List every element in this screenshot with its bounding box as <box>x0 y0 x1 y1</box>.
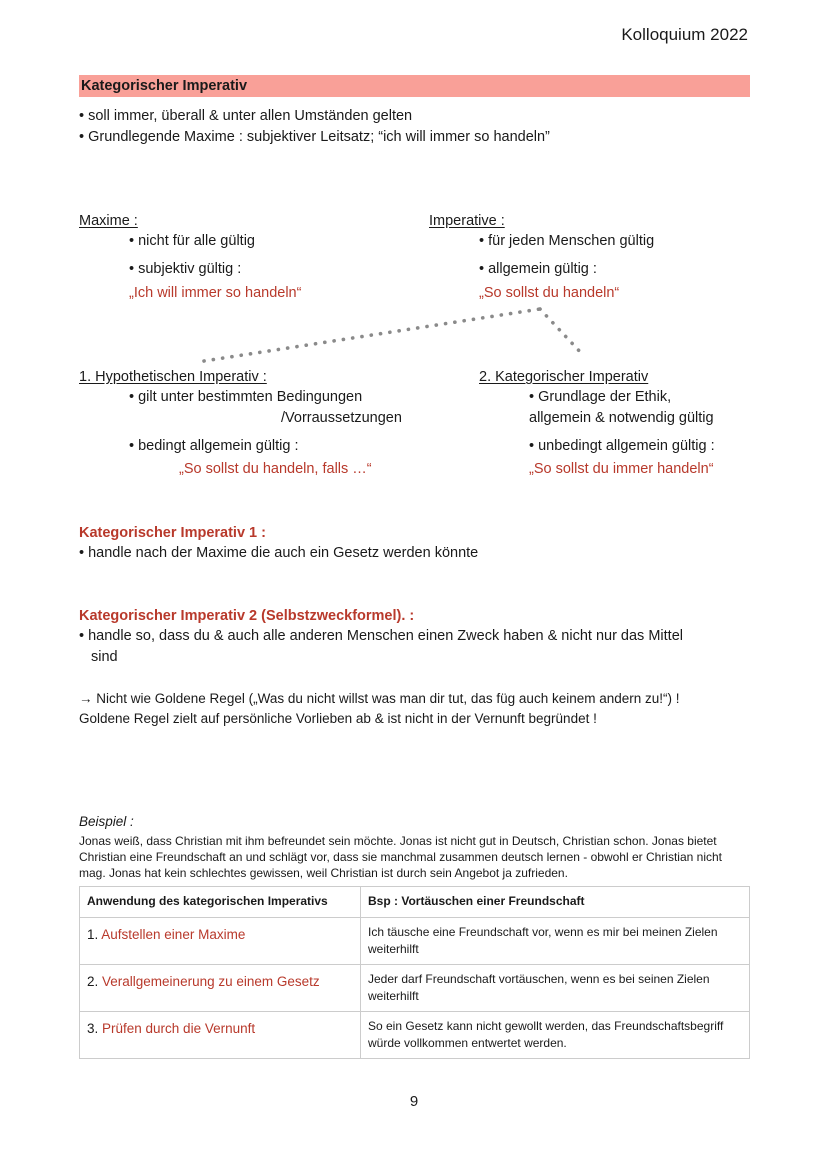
hypothetisch-bullet-1: • gilt unter bestimmten Bedingungen <box>129 389 363 405</box>
kategorisch-bullet-1: • Grundlage der Ethik, <box>529 389 672 405</box>
step-number: 2. <box>87 974 103 989</box>
ki2-line-2: sind <box>91 649 118 665</box>
example-line-2: Christian eine Freundschaft an und schlägt vor, dass sie manchmal zusammen deutsch lernen - obwohl er Christian nicht <box>79 850 722 864</box>
table-cell-example: Jeder darf Freundschaft vortäuschen, wenn es bei seinen Zielen weiterhilft <box>361 965 750 1012</box>
imperative-quote: „So sollst du handeln“ <box>479 285 620 301</box>
maxime-title: Maxime : <box>79 213 138 229</box>
step-number: 1. <box>87 927 102 942</box>
step-label: Aufstellen einer Maxime <box>101 927 246 942</box>
note-line-1: → Nicht wie Goldene Regel („Was du nicht willst was man dir tut, das füg auch keinem andern zu!“) ! <box>79 691 680 706</box>
ki1-title: Kategorischer Imperativ 1 : <box>79 525 266 541</box>
table-cell-step <box>80 1012 361 1059</box>
imperative-bullet-2: • allgemein gültig : <box>479 261 597 277</box>
table-header-cell: Bsp : Vortäuschen einer Freundschaft <box>361 887 750 918</box>
step-label: Verallgemeinerung zu einem Gesetz <box>102 974 320 989</box>
maxime-bullet-1: • nicht für alle gültig <box>129 233 255 249</box>
hypothetisch-bullet-1-cont: /Vorraussetzungen <box>281 410 402 426</box>
page-number: 9 <box>409 1093 419 1110</box>
table-cell-example: So ein Gesetz kann nicht gewollt werden, das Freundschaftsbegriff würde vollkommen entwertet werden. <box>361 1012 750 1059</box>
table-row <box>80 1012 750 1059</box>
step-label: Prüfen durch die Vernunft <box>102 1021 256 1036</box>
kategorisch-bullet-2: • unbedingt allgemein gültig : <box>529 438 715 454</box>
ki2-title: Kategorischer Imperativ 2 (Selbstzweckformel). : <box>79 608 415 624</box>
table-header-row <box>80 887 750 918</box>
ki1-bullet: • handle nach der Maxime die auch ein Gesetz werden könnte <box>79 545 479 561</box>
maxime-bullet-2: • subjektiv gültig : <box>129 261 242 277</box>
example-line-1: Jonas weiß, dass Christian mit ihm befreundet sein möchte. Jonas ist nicht gut in Deutsch, Christian schon. Jonas bietet <box>79 834 717 848</box>
table-cell-example: Ich täusche eine Freundschaft vor, wenn es mir bei meinen Zielen weiterhilft <box>361 918 750 965</box>
step-number: 3. <box>87 1021 103 1036</box>
section-bullet-2: • Grundlegende Maxime : subjektiver Leitsatz; “ich will immer so handeln” <box>79 129 550 145</box>
kategorisch-title: 2. Kategorischer Imperativ <box>479 369 649 385</box>
example-line-3: mag. Jonas hat kein schlechtes gewissen, weil Christian ist durch sein Angebot ja zufrieden. <box>79 866 568 880</box>
example-label: Beispiel : <box>79 814 134 829</box>
kategorisch-bullet-1-cont: allgemein & notwendig gültig <box>529 410 714 426</box>
table-header-cell: Anwendung des kategorischen Imperativs <box>80 887 361 918</box>
dotted-line-left <box>204 309 540 361</box>
section-bullet-1: • soll immer, überall & unter allen Umständen gelten <box>79 108 413 124</box>
table-cell-step <box>80 918 361 965</box>
table-row <box>80 965 750 1012</box>
table-row <box>80 918 750 965</box>
table-cell-step <box>80 965 361 1012</box>
section-title: Kategorischer Imperativ <box>81 78 248 94</box>
note-line-2: Goldene Regel zielt auf persönliche Vorlieben ab & ist nicht in der Vernunft begründet ! <box>79 711 597 726</box>
example-table <box>79 886 750 1059</box>
hypothetisch-bullet-2: • bedingt allgemein gültig : <box>129 438 299 454</box>
imperative-title: Imperative : <box>429 213 505 229</box>
header-title: Kolloquium 2022 <box>621 25 748 44</box>
hypothetisch-quote: „So sollst du handeln, falls …“ <box>179 461 372 477</box>
imperative-bullet-1: • für jeden Menschen gültig <box>479 233 655 249</box>
kategorisch-quote: „So sollst du immer handeln“ <box>529 461 714 477</box>
dotted-line-right <box>540 309 583 355</box>
ki2-line-1: • handle so, dass du & auch alle anderen Menschen einen Zweck haben & nicht nur das Mittel <box>79 628 683 644</box>
maxime-quote: „Ich will immer so handeln“ <box>129 285 302 301</box>
hypothetisch-title: 1. Hypothetischen Imperativ : <box>79 369 267 385</box>
